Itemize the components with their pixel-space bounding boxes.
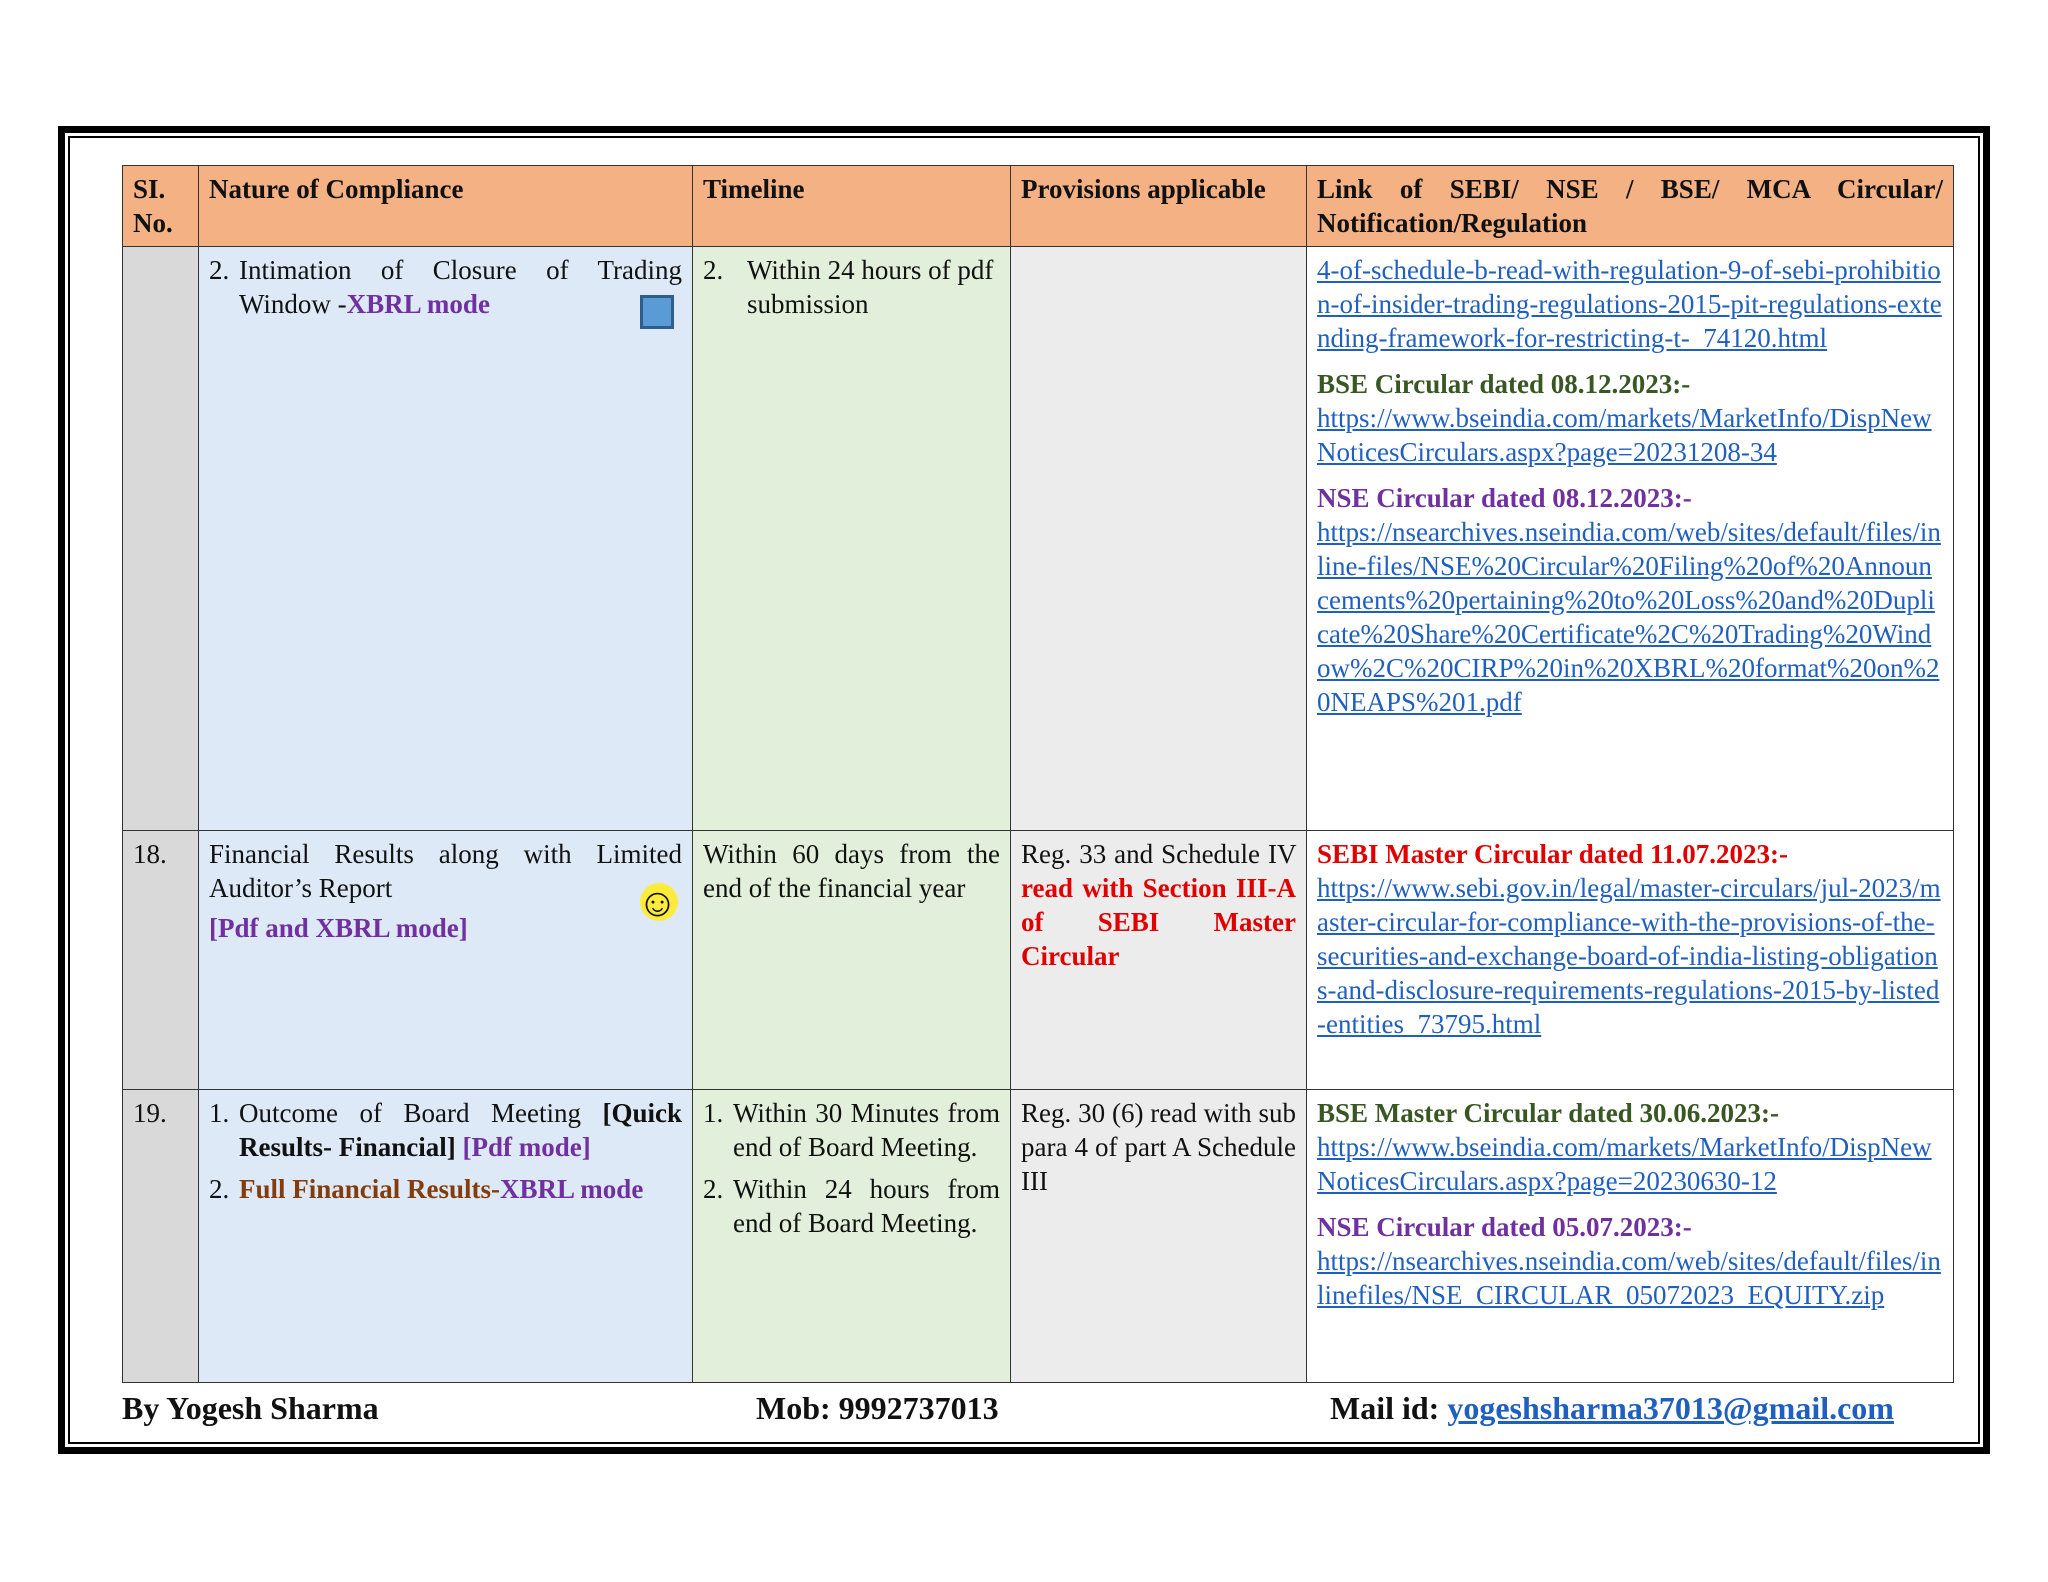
sl-cell [123, 247, 199, 831]
sl-cell: 19. [123, 1090, 199, 1383]
nature-cell [199, 247, 693, 831]
nature-cell [199, 1090, 693, 1383]
timeline-text: Within 24 hours of pdf submission [747, 255, 994, 319]
link-cell [1307, 1090, 1954, 1383]
bse-circular-link[interactable]: https://www.bseindia.com/markets/MarketInfo/DispNewNoticesCirculars.aspx?page=20231208-34 [1317, 403, 1932, 467]
nature-text: Full Financial Results- [239, 1174, 501, 1204]
sebi-master-circular-link[interactable]: https://www.sebi.gov.in/legal/master-circulars/jul-2023/master-circular-for-compliance-with-the-provisions-of-the-securities-and-exchange-board-of-india-listing-obligations-and-disclosure-requirements-regulations-2015-by-listed-entities_73795.html [1317, 873, 1941, 1039]
list-number: 2. [703, 255, 724, 285]
list-number: 2. [703, 1174, 724, 1204]
table-header-row [123, 166, 1954, 247]
blue-square-icon [640, 295, 674, 329]
nse-circular-heading: NSE Circular dated 05.07.2023:- [1317, 1212, 1692, 1242]
nature-text: Financial Results along with Limited Auditor’s Report [209, 839, 682, 903]
header-link: Link of SEBI/ NSE / BSE/ MCA Circular/ Notification/Regulation [1307, 166, 1954, 247]
table-row [123, 1090, 1954, 1383]
bse-circular-link[interactable]: https://www.bseindia.com/markets/MarketInfo/DispNewNoticesCirculars.aspx?page=20230630-12 [1317, 1132, 1932, 1196]
header-provisions: Provisions applicable [1011, 166, 1307, 247]
timeline-text: Within 30 Minutes from end of Board Meeting. [733, 1098, 1000, 1162]
provision-text: Reg. 33 and Schedule IV [1021, 839, 1296, 869]
mode-label: [Pdf and XBRL mode] [209, 913, 468, 943]
footer-mobile: Mob: 9992737013 [756, 1390, 999, 1426]
link-cell [1307, 247, 1954, 831]
footer-author: By Yogesh Sharma [122, 1390, 379, 1426]
mail-link[interactable]: yogeshsharma37013@gmail.com [1447, 1390, 1894, 1426]
nse-circular-heading: NSE Circular dated 08.12.2023:- [1317, 483, 1692, 513]
timeline-text: Within 24 hours from end of Board Meeting. [733, 1174, 1000, 1238]
bse-circular-heading: BSE Master Circular dated 30.06.2023:- [1317, 1098, 1779, 1128]
link-cell [1307, 831, 1954, 1090]
sl-cell: 18. [123, 831, 199, 1090]
timeline-text: Within 60 days from the end of the financial year [703, 839, 1000, 903]
sebi-link-continued[interactable]: 4-of-schedule-b-read-with-regulation-9-of-sebi-prohibition-of-insider-trading-regulations-2015-pit-regulations-extending-framework-for-restricting-t-_74120.html [1317, 255, 1942, 353]
sebi-master-circular-heading: SEBI Master Circular dated 11.07.2023:- [1317, 839, 1788, 869]
timeline-cell [693, 247, 1011, 831]
table-row [123, 247, 1954, 831]
nature-text: Outcome of Board Meeting [239, 1098, 581, 1128]
bse-circular-heading: BSE Circular dated 08.12.2023:- [1317, 369, 1691, 399]
provision-text: Reg. 30 (6) read with sub para 4 of part A Schedule III [1021, 1098, 1296, 1196]
header-timeline: Timeline [693, 166, 1011, 247]
mail-label: Mail id: [1330, 1390, 1440, 1426]
list-number: 1. [209, 1098, 230, 1128]
list-number: 1. [703, 1098, 724, 1128]
table-row [123, 831, 1954, 1090]
provisions-cell [1011, 1090, 1307, 1383]
mode-label: XBRL mode [500, 1174, 644, 1204]
list-number: 2. [209, 255, 230, 285]
nse-circular-link[interactable]: https://nsearchives.nseindia.com/web/sites/default/files/inlinefiles/NSE_CIRCULAR_05072023_EQUITY.zip [1317, 1246, 1941, 1310]
nature-bold-text: [Quick Results- Financial] [239, 1098, 682, 1162]
provisions-cell [1011, 831, 1307, 1090]
header-nature: Nature of Compliance [199, 166, 693, 247]
nature-cell [199, 831, 693, 1090]
mode-label: XBRL mode [346, 289, 490, 319]
timeline-cell [693, 1090, 1011, 1383]
provision-section: read with Section III-A of SEBI Master Circular [1021, 873, 1296, 971]
footer-mail [1330, 1390, 1894, 1427]
header-sl: SI. No. [123, 166, 199, 247]
mode-label: [Pdf mode] [462, 1132, 591, 1162]
nse-circular-link[interactable]: https://nsearchives.nseindia.com/web/sites/default/files/inline-files/NSE%20Circular%20Filing%20of%20Announcements%20pertaining%20to%20Loss%20and%20Duplicate%20Share%20Certificate%2C%20Trading%20Window%2C%20CIRP%20in%20XBRL%20format%20on%20NEAPS%201.pdf [1317, 517, 1941, 717]
compliance-table [122, 165, 1954, 1383]
smiley-icon: ☺ [637, 880, 678, 925]
timeline-cell [693, 831, 1011, 1090]
nature-text: Intimation of Closure of Trading Window - [239, 255, 682, 319]
provisions-cell [1011, 247, 1307, 831]
list-number: 2. [209, 1174, 230, 1204]
